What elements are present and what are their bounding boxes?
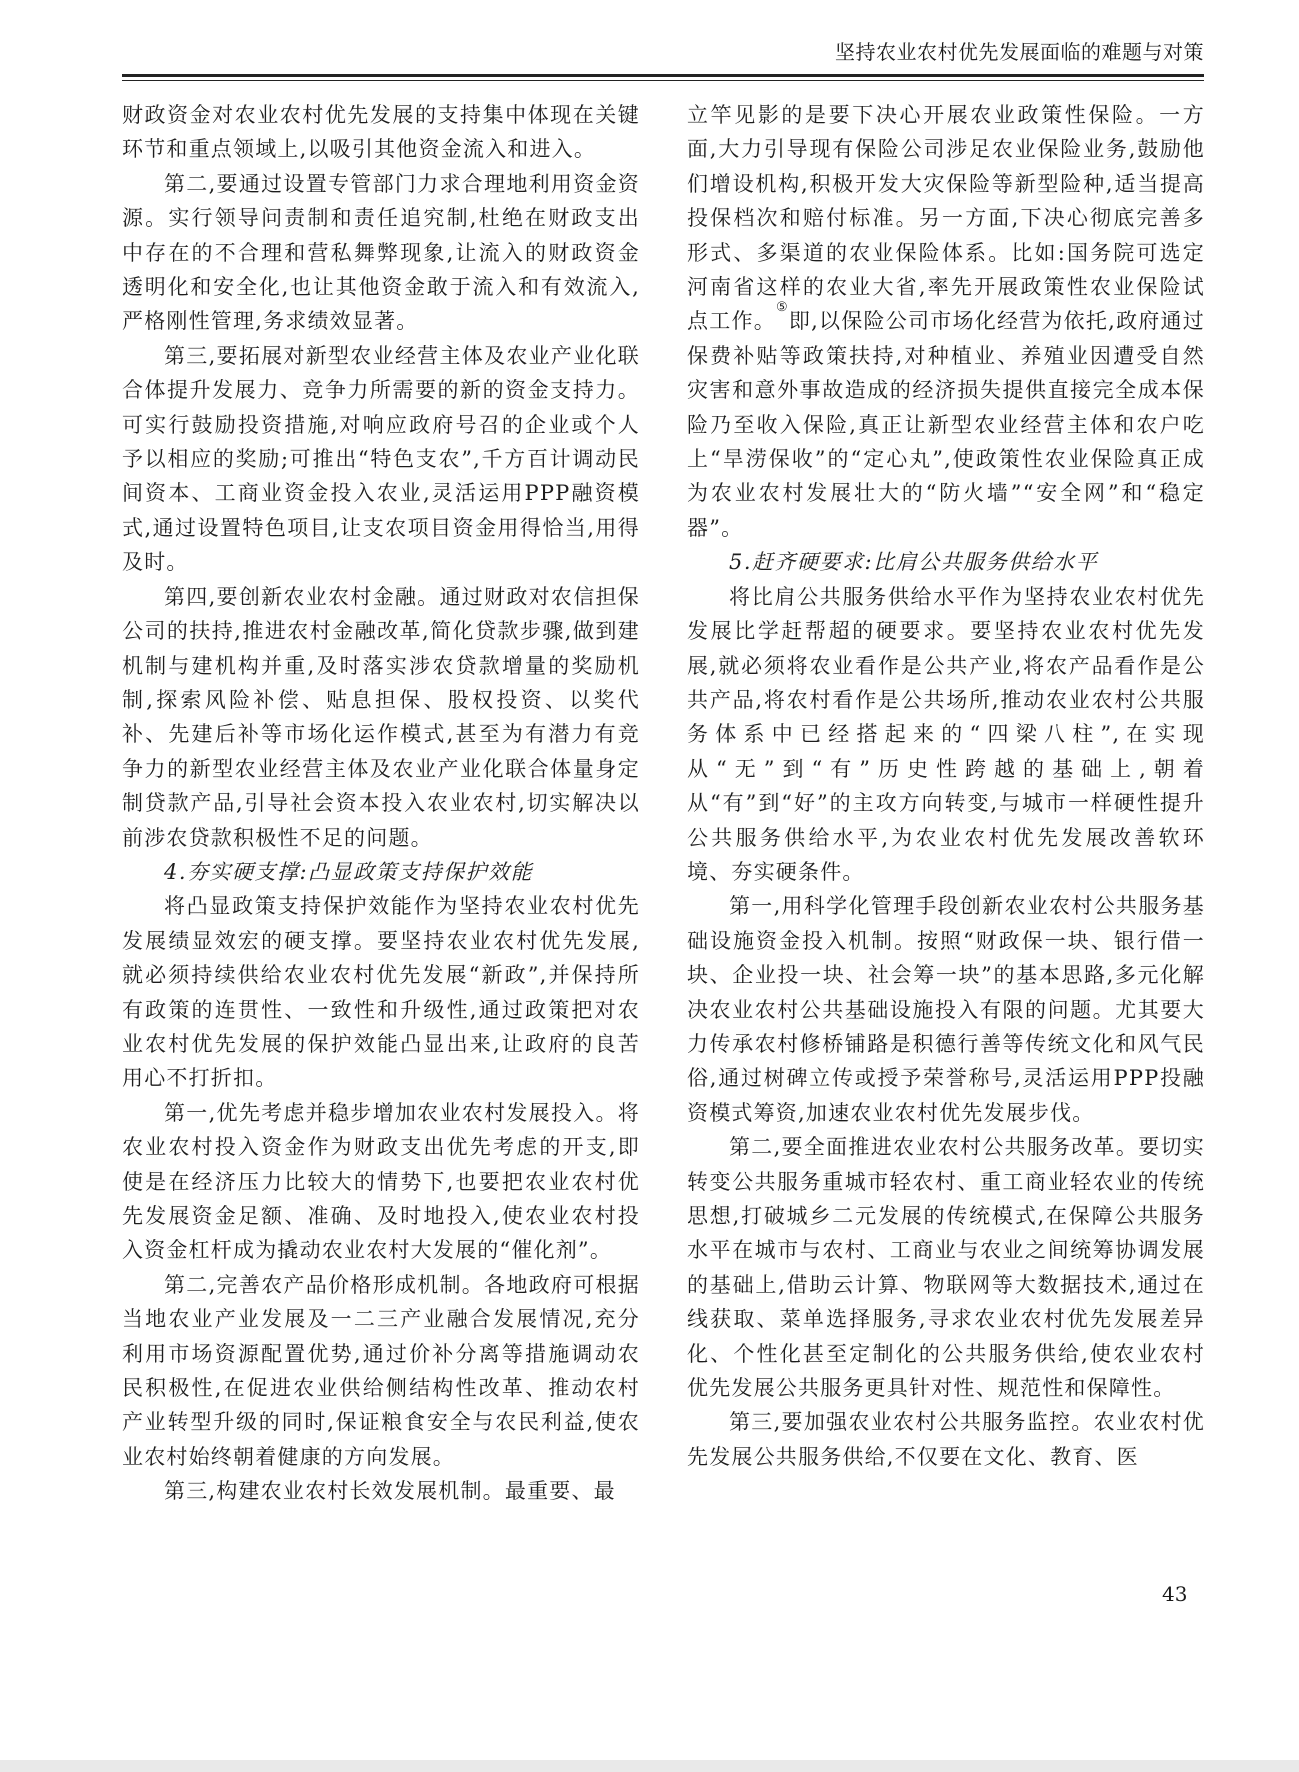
paragraph: 将比肩公共服务供给水平作为坚持农业农村优先发展比学赶帮超的硬要求。要坚持农业农村优先发展,就必须将农业看作是公共产业,将农产品看作是公共产品,将农村看作是公共场所,推动农业农村公共服务体系中已经搭起来的“四梁八柱”,在实现从“无”到“有”历史性跨越的基础上,朝着从“有”到“好”的主攻方向转变,与城市一样硬性提升公共服务供给水平,为农业农村优先发展改善软环境、夯实硬条件。 — [687, 584, 1205, 884]
paragraph-continued — [687, 98, 1205, 545]
paragraph: 第三,构建农业农村长效发展机制。最重要、最 — [164, 1479, 616, 1504]
footnote-marker: ⑤ — [775, 300, 789, 316]
left-column — [122, 98, 640, 1509]
header-rule-thick — [122, 74, 1204, 77]
paragraph: 第四,要创新农业农村金融。通过财政对农信担保公司的扶持,推进农村金融改革,简化贷款步骤,做到建机制与建机构并重,及时落实涉农贷款增量的奖励机制,探索风险补偿、贴息担保、股权投资、以奖代补、先建后补等市场化运作模式,甚至为有潜力有竞争力的新型农业经营主体及农业产业化联合体量身定制贷款产品,引导社会资本投入农业农村,切实解决以前涉农贷款积极性不足的问题。 — [122, 584, 640, 850]
header-rule-thin — [122, 80, 1204, 81]
section-heading-4: 4.夯实硬支撑:凸显政策支持保护效能 — [164, 859, 534, 884]
paragraph-text-b: 即,以保险公司市场化经营为依托,政府通过保费补贴等政策扶持,对种植业、养殖业因遭受自然灾害和意外事故造成的经济损失提供直接完全成本保险乃至收入保险,真正让新型农业经营主体和农户吃上“旱涝保收”的“定心丸”,使政策性农业保险真正成为农业农村发展壮大的“防火墙”“安全网”和“稳定器”。 — [687, 309, 1205, 540]
bottom-band — [0, 1760, 1299, 1772]
paragraph-continued: 财政资金对农业农村优先发展的支持集中体现在关键环节和重点领域上,以吸引其他资金流入和进入。 — [122, 103, 640, 162]
paragraph: 第二,完善农产品价格形成机制。各地政府可根据当地农业产业发展及一二三产业融合发展情况,充分利用市场资源配置优势,通过价补分离等措施调动农民积极性,在促进农业供给侧结构性改革、推动农村产业转型升级的同时,保证粮食安全与农民利益,使农业农村始终朝着健康的方向发展。 — [122, 1272, 640, 1469]
paragraph: 第一,用科学化管理手段创新农业农村公共服务基础设施资金投入机制。按照“财政保一块、银行借一块、企业投一块、社会筹一块”的基本思路,多元化解决农业农村公共基础设施投入有限的问题。尤其要大力传承农村修桥铺路是积德行善等传统文化和风气民俗,通过树碑立传或授予荣誉称号,灵活运用PPP投融资模式筹资,加速农业农村优先发展步伐。 — [687, 894, 1205, 1125]
paragraph: 将凸显政策支持保护效能作为坚持农业农村优先发展绩显效宏的硬支撑。要坚持农业农村优先发展,就必须持续供给农业农村优先发展“新政”,并保持所有政策的连贯性、一致性和升级性,通过政策把对农业农村优先发展的保护效能凸显出来,让政府的良苦用心不打折扣。 — [122, 894, 640, 1091]
page-number: 43 — [1162, 1582, 1188, 1606]
paragraph-text-a: 立竿见影的是要下决心开展农业政策性保险。一方面,大力引导现有保险公司涉足农业保险业务,鼓励他们增设机构,积极开发大灾保险等新型险种,适当提高投保档次和赔付标准。另一方面,下决心彻底完善多形式、多渠道的农业保险体系。比如:国务院可选定河南省这样的农业大省,率先开展政策性农业保险试点工作。 — [687, 103, 1205, 334]
paragraph: 第三,要拓展对新型农业经营主体及农业产业化联合体提升发展力、竞争力所需要的新的资金支持力。可实行鼓励投资措施,对响应政府号召的企业或个人予以相应的奖励;可推出“特色支农”,千方百计调动民间资本、工商业资金投入农业,灵活运用PPP融资模式,通过设置特色项目,让支农项目资金用得恰当,用得及时。 — [122, 343, 640, 575]
paragraph: 第二,要通过设置专管部门力求合理地利用资金资源。实行领导问责制和责任追究制,杜绝在财政支出中存在的不合理和营私舞弊现象,让流入的财政资金透明化和安全化,也让其他资金敢于流入和有效流入,严格刚性管理,务求绩效显著。 — [122, 171, 640, 334]
paragraph: 第二,要全面推进农业农村公共服务改革。要切实转变公共服务重城市轻农村、重工商业轻农业的传统思想,打破城乡二元发展的传统模式,在保障公共服务水平在城市与农村、工商业与农业之间统筹协调发展的基础上,借助云计算、物联网等大数据技术,通过在线获取、菜单选择服务,寻求农业农村优先发展差异化、个性化甚至定制化的公共服务供给,使农业农村优先发展公共服务更具针对性、规范性和保障性。 — [687, 1135, 1205, 1401]
paragraph: 第三,要加强农业农村公共服务监控。农业农村优先发展公共服务供给,不仅要在文化、教育、医 — [687, 1410, 1205, 1469]
right-column — [687, 98, 1205, 1474]
section-heading-5: 5.赶齐硬要求:比肩公共服务供给水平 — [729, 550, 1099, 575]
paragraph: 第一,优先考虑并稳步增加农业农村发展投入。将农业农村投入资金作为财政支出优先考虑的开支,即使是在经济压力比较大的情势下,也要把农业农村优先发展资金足额、准确、及时地投入,使农业农村投入资金杠杆成为撬动农业农村大发展的“催化剂”。 — [122, 1100, 640, 1263]
running-title: 坚持农业农村优先发展面临的难题与对策 — [835, 40, 1204, 64]
